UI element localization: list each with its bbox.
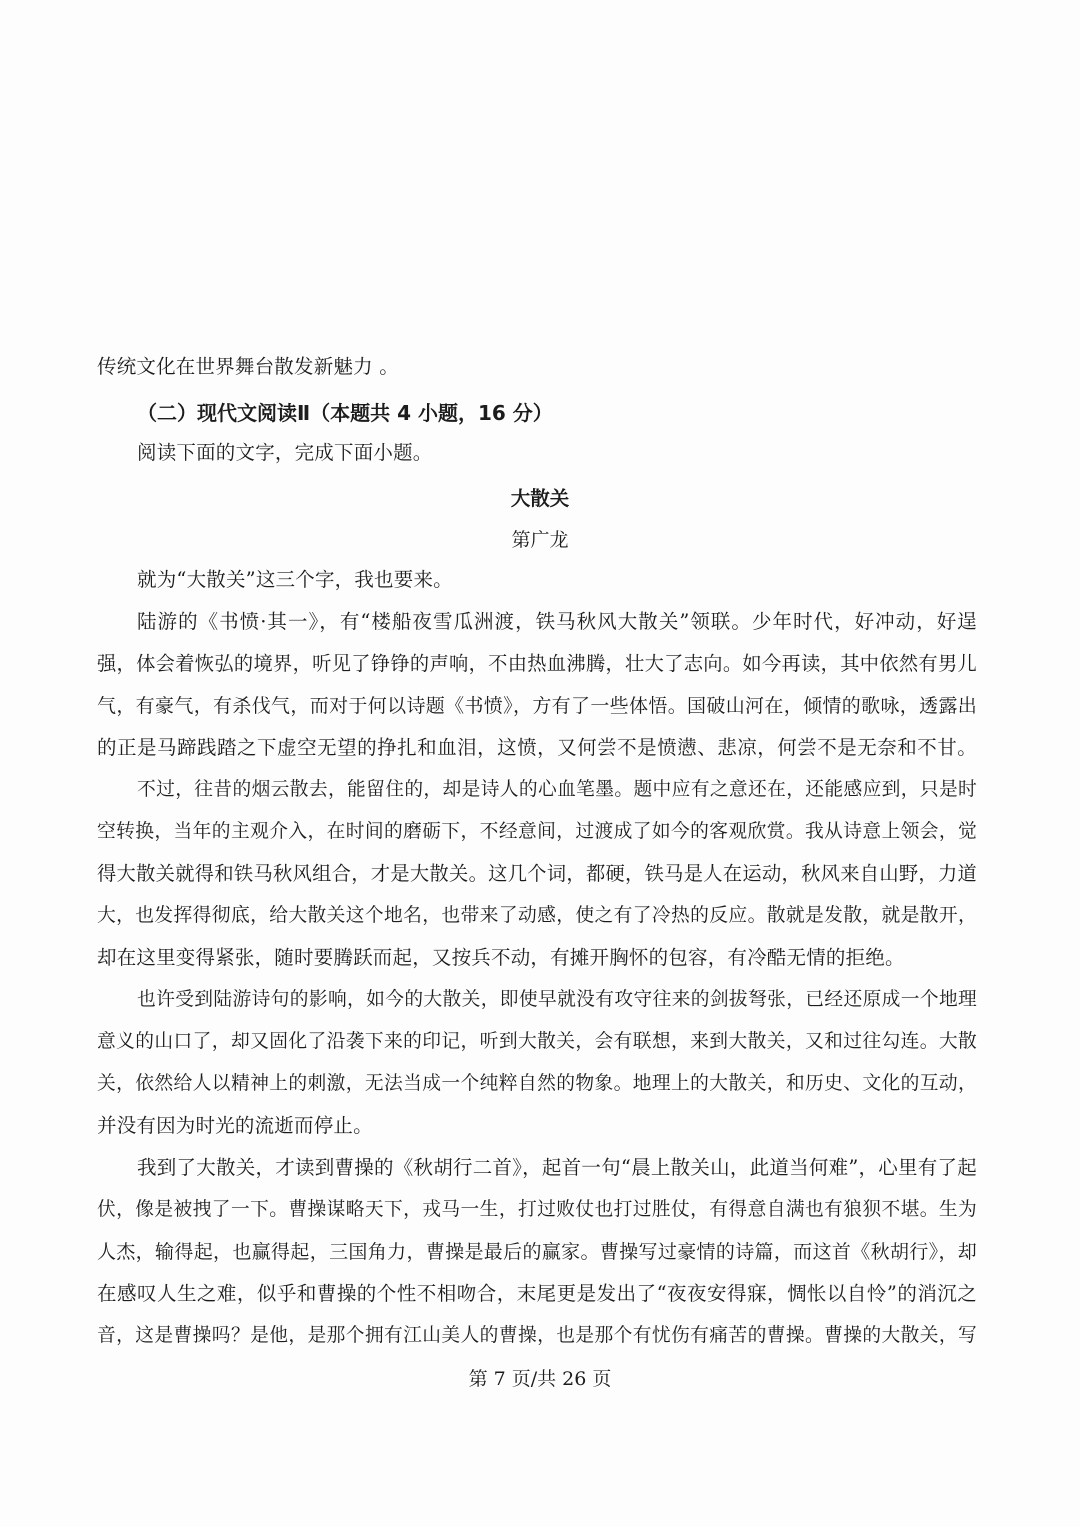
article-author: 第广龙 — [511, 529, 569, 551]
previous-section-tail: 传统文化在世界舞台散发新魅力 。 — [97, 355, 399, 378]
paragraph-line: 空转换，当年的主观介入，在时间的磨砺下，不经意间，过渡成了如今的客观欣赏。我从诗意上领会，觉 — [97, 821, 977, 842]
paragraph-line: 人杰，输得起，也赢得起，三国角力，曹操是最后的赢家。曹操写过豪情的诗篇，而这首《秋胡行》，却 — [97, 1241, 977, 1263]
paragraph-line: 也许受到陆游诗句的影响，如今的大散关，即使早就没有攻守往来的剑拔弩张，已经还原成一个地理 — [137, 989, 977, 1010]
paragraph-line: 意义的山口了，却又固化了沿袭下来的印记，听到大散关，会有联想，来到大散关，又和过往勾连。大散 — [97, 1031, 977, 1052]
paragraph-line: 陆游的《书愤·其一》，有“楼船夜雪瓜洲渡，铁马秋风大散关”领联。少年时代，好冲动，好逞 — [137, 610, 977, 633]
paragraph-line: 在感叹人生之难，似乎和曹操的个性不相吻合，末尾更是发出了“夜夜安得寐，惆怅以自怜”的消沉之 — [97, 1282, 977, 1305]
paragraph-line: 却在这里变得紧张，随时要腾跃而起，又按兵不动，有摊开胸怀的包容，有冷酷无情的拒绝。 — [97, 946, 905, 969]
paragraph-line: 并没有因为时光的流逝而停止。 — [97, 1114, 373, 1137]
paragraph-line: 得大散关就得和铁马秋风组合，才是大散关。这几个词，都硬，铁马是人在运动，秋风来自山野，力道 — [97, 862, 977, 885]
paragraph-line: 不过，往昔的烟云散去，能留住的，却是诗人的心血笔墨。题中应有之意还在，还能感应到，只是时 — [137, 779, 977, 800]
article-title: 大散关 — [510, 487, 570, 510]
page-footer: 第 7 页/共 26 页 — [468, 1368, 612, 1390]
paragraph-line: 的正是马蹄践踏之下虚空无望的挣扎和血泪，这愤，又何尝不是愤懑、悲凉，何尝不是无奈和不甘。 — [97, 736, 977, 759]
paragraph-line: 伏，像是被拽了一下。曹操谋略天下，戎马一生，打过败仗也打过胜仗，有得意自满也有狼狈不堪。生为 — [97, 1199, 977, 1220]
section-heading: （二）现代文阅读Ⅱ（本题共 4 小题，16 分） — [137, 401, 553, 425]
paragraph-line: 强，体会着恢弘的境界，听见了铮铮的声响，不由热血沸腾，壮大了志向。如今再读，其中依然有男儿 — [97, 652, 977, 675]
paragraph-line: 关，依然给人以精神上的刺激，无法当成一个纯粹自然的物象。地理上的大散关，和历史、文化的互动， — [97, 1073, 977, 1094]
paragraph-line: 就为“大散关”这三个字，我也要来。 — [137, 568, 453, 591]
instruction: 阅读下面的文字，完成下面小题。 — [137, 441, 433, 464]
paragraph-line: 气，有豪气，有杀伐气，而对于何以诗题《书愤》，方有了一些体悟。国破山河在，倾情的歌咏，透露出 — [97, 695, 977, 717]
paragraph-line: 音，这是曹操吗？是他，是那个拥有江山美人的曹操，也是那个有忧伤有痛苦的曹操。曹操的大散关，写 — [97, 1325, 977, 1346]
paragraph-line: 大，也发挥得彻底，给大散关这个地名，也带来了动感，使之有了冷热的反应。散就是发散，就是散开， — [97, 905, 977, 926]
paragraph-line: 我到了大散关，才读到曹操的《秋胡行二首》，起首一句“晨上散关山，此道当何难”，心里有了起 — [137, 1156, 977, 1179]
